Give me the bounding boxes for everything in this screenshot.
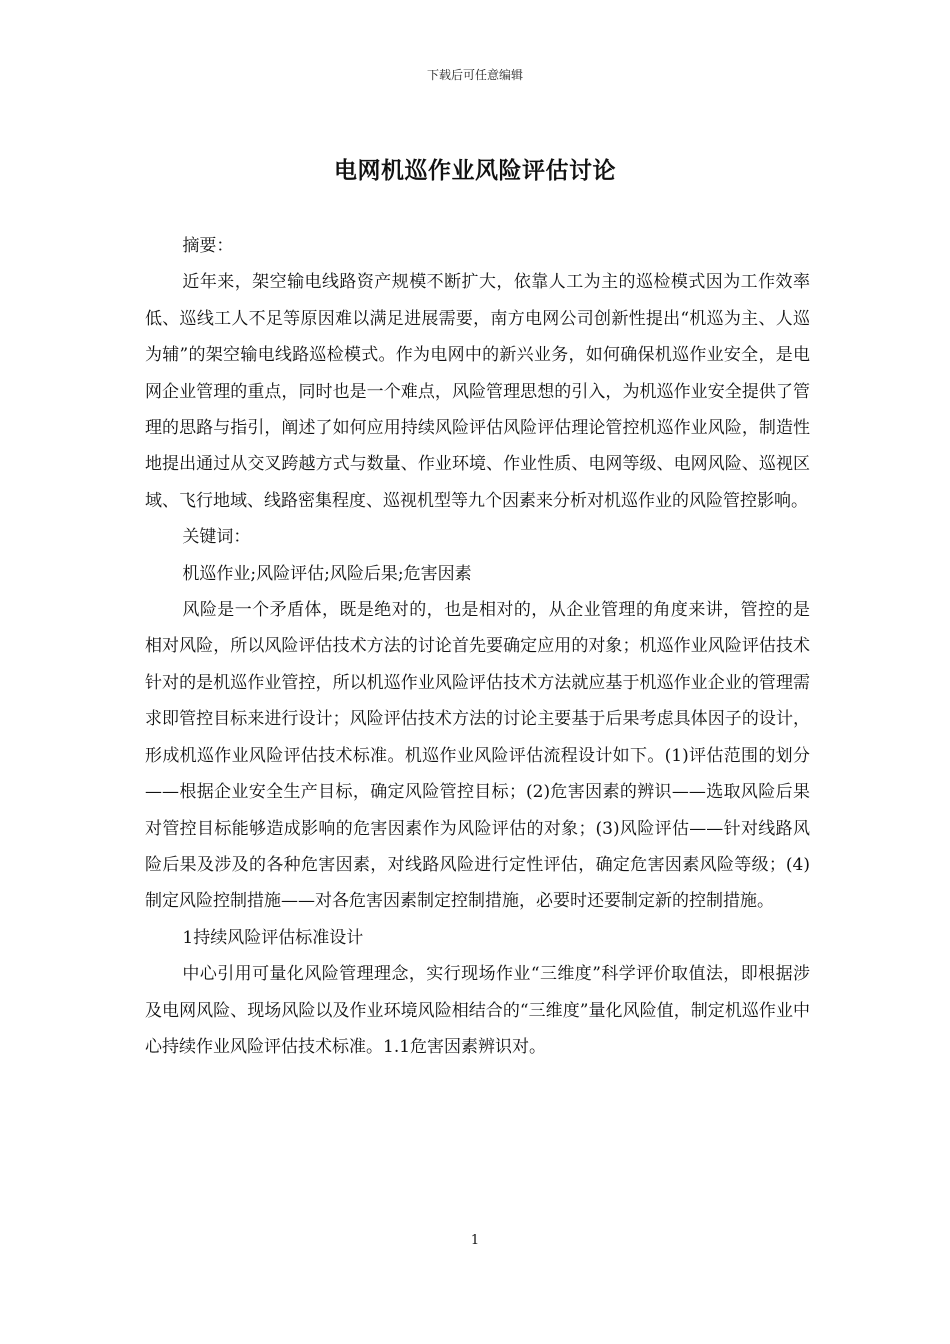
document-body [145, 228, 810, 1065]
document-title: 电网机巡作业风险评估讨论 [334, 158, 616, 184]
intro-paragraph: 风险是一个矛盾体，既是绝对的，也是相对的，从企业管理的角度来讲，管控的是相对风险，所以风险评估技术方法的讨论首先要确定应用的对象；机巡作业风险评估技术针对的是机巡作业管控，所以机巡作业风险评估技术方法就应基于机巡作业企业的管理需求即管控目标来进行设计；风险评估技术方法的讨论主要基于后果考虑具体因子的设计，形成机巡作业风险评估技术标准。机巡作业风险评估流程设计如下。(1)评估范围的划分——根据企业安全生产目标，确定风险管控目标；(2)危害因素的辨识——选取风险后果对管控目标能够造成影响的危害因素作为风险评估的对象；(3)风险评估——针对线路风险后果及涉及的各种危害因素，对线路风险进行定性评估，确定危害因素风险等级；(4)制定风险控制措施——对各危害因素制定控制措施，必要时还要制定新的控制措施。 [145, 600, 810, 912]
section-paragraph: 中心引用可量化风险管理理念，实行现场作业“三维度”科学评价取值法，即根据涉及电网风险、现场风险以及作业环境风险相结合的“三维度”量化风险值，制定机巡作业中心持续作业风险评估技术标准。1.1危害因素辨识对。 [145, 964, 810, 1057]
keywords-label: 关键词： [182, 527, 251, 548]
header-note: 下载后可任意编辑 [426, 68, 523, 82]
abstract-paragraph: 近年来，架空输电线路资产规模不断扩大，依靠人工为主的巡检模式因为工作效率低、巡线工人不足等原因难以满足进展需要，南方电网公司创新性提出“机巡为主、人巡为辅”的架空输电线路巡检模式。作为电网中的新兴业务，如何确保机巡作业安全，是电网企业管理的重点，同时也是一个难点，风险管理思想的引入，为机巡作业安全提供了管理的思路与指引，阐述了如何应用持续风险评估风险评估理论管控机巡作业风险，制造性地提出通过从交叉跨越方式与数量、作业环境、作业性质、电网等级、电网风险、巡视区域、飞行地域、线路密集程度、巡视机型等九个因素来分析对机巡作业的风险管控影响。 [145, 272, 810, 511]
keywords-paragraph: 机巡作业;风险评估;风险后果;危害因素 [182, 563, 472, 584]
section-heading: 1持续风险评估标准设计 [182, 927, 364, 948]
page-number: 1 [470, 1233, 480, 1248]
abstract-label: 摘要： [182, 236, 234, 256]
